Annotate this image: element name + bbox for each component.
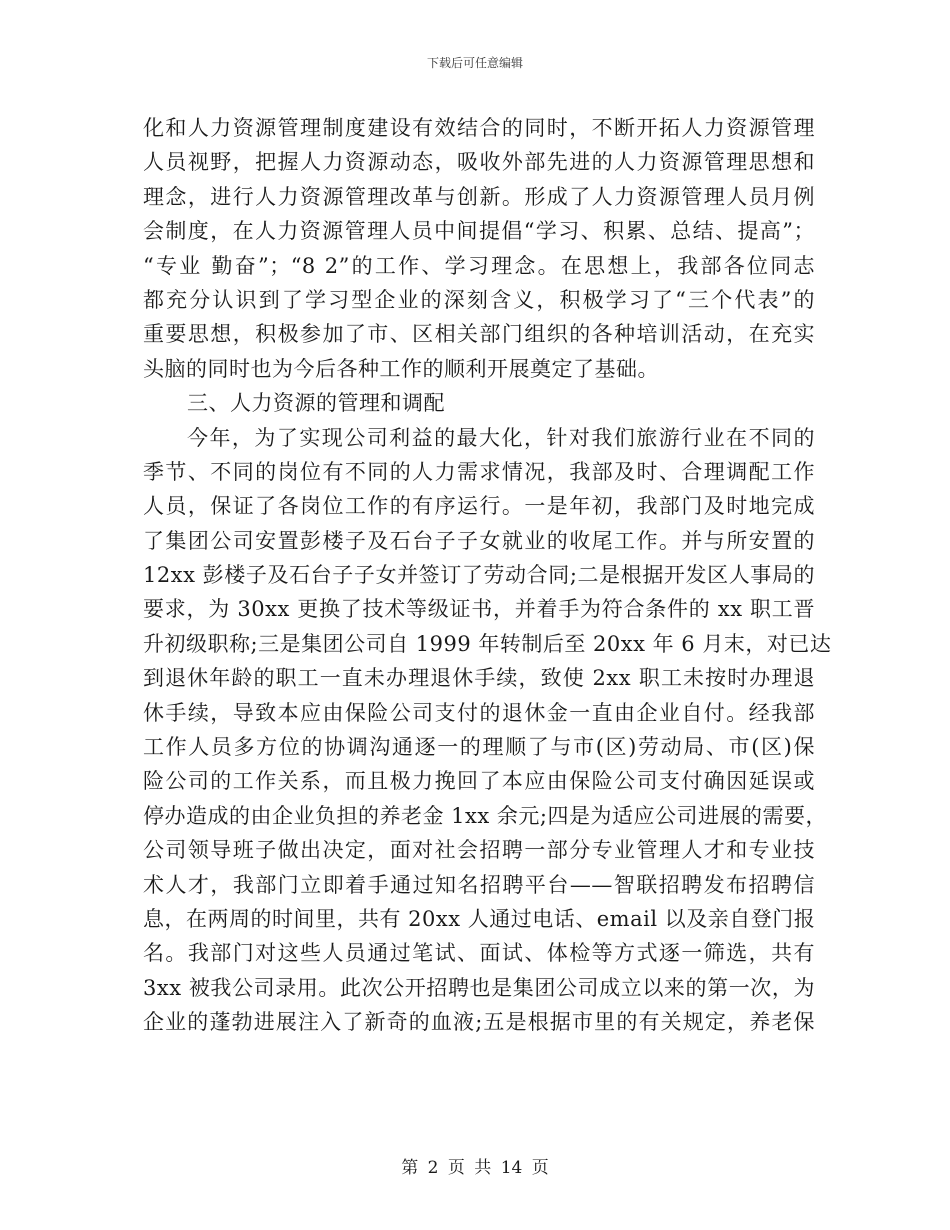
- text-line: 到退休年龄的职工一直未办理退休手续，致使 2xx 职工未按时办理退: [143, 666, 815, 691]
- text-line: 季节、不同的岗位有不同的人力需求情况，我部及时、合理调配工作: [143, 459, 815, 484]
- text-line: 12xx 彭楼子及石台子子女并签订了劳动合同;二是根据开发区人事局的: [143, 563, 815, 588]
- text-line: 险公司的工作关系，而且极力挽回了本应由保险公司支付确因延误或: [143, 769, 815, 794]
- text-line: 升初级职称;三是集团公司自 1999 年转制后至 20xx 年 6 月末，对已达: [143, 631, 832, 656]
- text-line: 要求，为 30xx 更换了技术等级证书，并着手为符合条件的 xx 职工晋: [143, 597, 815, 622]
- text-line: 工作人员多方位的协调沟通逐一的理顺了与市(区)劳动局、市(区)保: [143, 735, 815, 760]
- text-line: 理念，进行人力资源管理改革与创新。形成了人力资源管理人员月例: [143, 184, 815, 209]
- text-line: 都充分认识到了学习型企业的深刻含义，积极学习了“三个代表”的: [143, 287, 815, 312]
- text-line: 化和人力资源管理制度建设有效结合的同时，不断开拓人力资源管理: [143, 116, 815, 140]
- text-line: 休手续，导致本应由保险公司支付的退休金一直由企业自付。经我部: [143, 700, 815, 725]
- text-line: 今年，为了实现公司利益的最大化，针对我们旅游行业在不同的: [187, 425, 815, 450]
- text-line: 息，在两周的时间里，共有 20xx 人通过电话、email 以及亲自登门报: [143, 906, 816, 931]
- text-line: 名。我部门对这些人员通过笔试、面试、体检等方式逐一筛选，共有: [143, 941, 815, 966]
- text-line: 会制度，在人力资源管理人员中间提倡“学习、积累、总结、提高”；: [143, 219, 815, 244]
- text-line: 企业的蓬勃进展注入了新奇的血液;五是根据市里的有关规定，养老保: [143, 1010, 815, 1035]
- text-line: 术人才，我部门立即着手通过知名招聘平台——智联招聘发布招聘信: [143, 872, 815, 897]
- text-line: 人员视野，把握人力资源动态，吸收外部先进的人力资源管理思想和: [143, 150, 815, 175]
- text-line: 重要思想，积极参加了市、区相关部门组织的各种培训活动，在充实: [143, 322, 815, 347]
- document-body: [143, 111, 832, 1040]
- section-heading: 三、人力资源的管理和调配: [187, 391, 445, 416]
- text-line: 头脑的同时也为今后各种工作的顺利开展奠定了基础。: [143, 356, 659, 381]
- text-line: 公司领导班子做出决定，面对社会招聘一部分专业管理人才和专业技: [143, 838, 815, 863]
- page-header: 下载后可任意编辑: [426, 56, 523, 70]
- page-footer: 第 2 页 共 14 页: [401, 1158, 549, 1178]
- text-line: “专业 勤奋”；“8 2”的工作、学习理念。在思想上，我部各位同志: [143, 253, 815, 278]
- text-line: 了集团公司安置彭楼子及石台子子女就业的收尾工作。并与所安置的: [143, 528, 815, 553]
- text-line: 停办造成的由企业负担的养老金 1xx 余元;四是为适应公司进展的需要，: [143, 803, 827, 828]
- text-line: 人员，保证了各岗位工作的有序运行。一是年初，我部门及时地完成: [143, 494, 815, 519]
- text-line: 3xx 被我公司录用。此次公开招聘也是集团公司成立以来的第一次，为: [143, 975, 815, 1000]
